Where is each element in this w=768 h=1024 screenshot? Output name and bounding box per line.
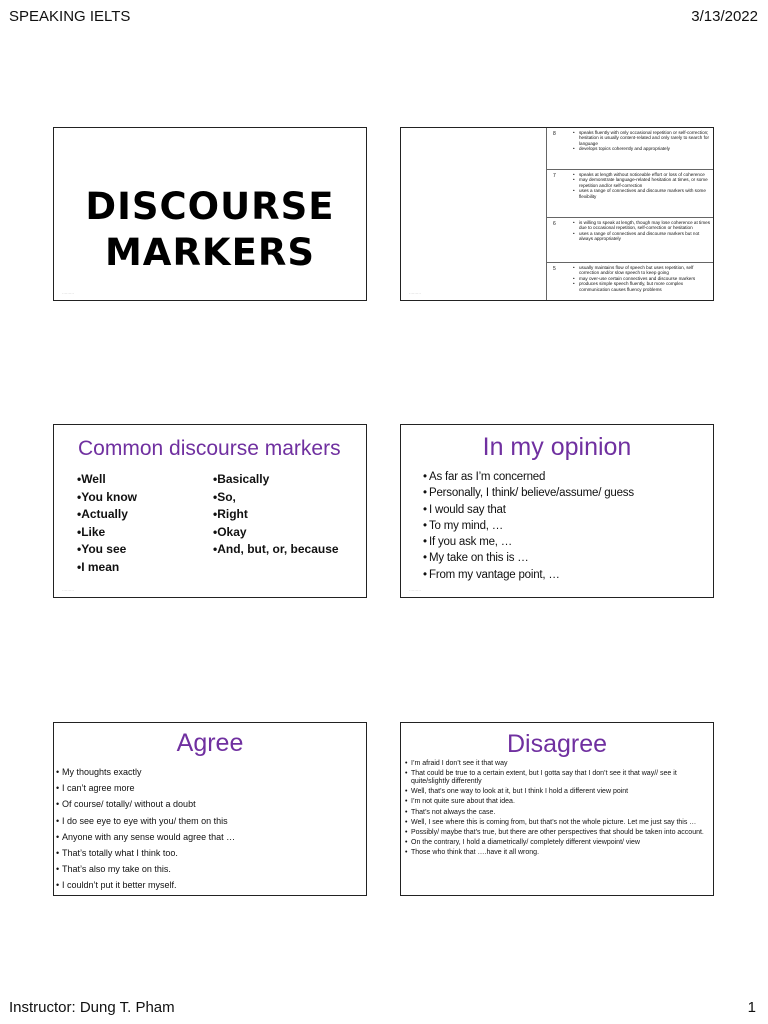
band-criteria-list <box>573 130 710 152</box>
list-item: • On the contrary, I hold a diametrically/ completely different viewpoint/ view <box>405 839 709 847</box>
agree-phrase-list <box>56 764 235 894</box>
band-number: 6 <box>553 221 556 227</box>
band-row <box>547 170 713 218</box>
date-label: 3/13/2022 <box>691 8 758 25</box>
band-criterion: • develops topics coherently and appropriately <box>573 146 710 151</box>
band-row <box>547 128 713 170</box>
slide-watermark: ········· <box>409 291 421 296</box>
title-line-2: MARKERS <box>104 231 316 274</box>
course-title: SPEAKING IELTS <box>9 8 131 25</box>
marker-item: •Well <box>77 472 106 486</box>
band-row <box>547 218 713 263</box>
list-item: • Those who think that ….have it all wrong. <box>405 849 709 857</box>
list-item: • Well, that’s one way to look at it, but I think I hold a different view point <box>405 788 709 796</box>
title-line-1: DISCOURSE <box>85 185 335 228</box>
band-criterion: • speaks at length without noticeable effort or loss of coherence <box>573 172 710 177</box>
list-item: • From my vantage point, … <box>423 567 634 583</box>
list-item: • I do see eye to eye with you/ them on this <box>56 813 235 829</box>
band-criteria-list <box>573 220 710 242</box>
band-criterion: • is willing to speak at length, though may lose coherence at times due to occasional repetition, self-correction or hesitation <box>573 220 710 231</box>
slide-disagree <box>400 722 714 896</box>
band-criterion: • speaks fluently with only occasional repetition or self-correction; hesitation is usually content-related and only rarely to search for language <box>573 130 710 146</box>
band-criteria-list <box>573 265 710 292</box>
slide-discourse-markers-title <box>53 127 367 301</box>
list-item: • If you ask me, … <box>423 534 634 550</box>
marker-item: •Basically <box>213 472 270 486</box>
list-item: • I’m not quite sure about that idea. <box>405 798 709 806</box>
opinion-phrase-list <box>423 469 634 583</box>
marker-item: •Okay <box>213 524 247 539</box>
slide-watermark: ········· <box>62 588 74 593</box>
markers-column-left <box>77 471 137 576</box>
list-item: • As far as I’m concerned <box>423 469 634 485</box>
slide-title: Disagree <box>506 730 608 758</box>
band-criterion: • uses a range of connectives and discourse markers with some flexibility <box>573 188 710 199</box>
list-item: • I’m afraid I don’t see it that way <box>405 760 709 768</box>
list-item: • Anyone with any sense would agree that … <box>56 829 235 845</box>
list-item: • I can’t agree more <box>56 780 235 796</box>
slide-agree <box>53 722 367 896</box>
band-criterion: • produces simple speech fluently, but more complex communication causes fluency problems <box>573 281 710 292</box>
band-criterion: • uses a range of connectives and discourse markers but not always appropriately <box>573 231 710 242</box>
slide-watermark: ········· <box>409 588 421 593</box>
marker-item: •Right <box>213 507 248 521</box>
band-row <box>547 263 713 301</box>
markers-column-right <box>213 471 339 559</box>
slide-title: In my opinion <box>482 433 632 461</box>
list-item: • Possibly/ maybe that’s true, but there are other perspectives that should be taken into account. <box>405 829 709 837</box>
marker-item: •So, <box>213 489 236 504</box>
band-number: 7 <box>553 173 556 179</box>
band-number: 8 <box>553 131 556 137</box>
band-number: 5 <box>553 266 556 272</box>
slide-watermark: ········· <box>62 291 74 296</box>
list-item: • My thoughts exactly <box>56 764 235 780</box>
slide-title: Common discourse markers <box>78 437 341 460</box>
marker-item: •And, but, or, because <box>213 542 339 556</box>
band-descriptor-table <box>546 128 713 300</box>
marker-item: •You know <box>77 489 137 504</box>
band-criterion: • may over-use certain connectives and discourse markers <box>573 276 710 281</box>
list-item: • That’s not always the case. <box>405 809 709 817</box>
list-item: • My take on this is … <box>423 550 634 566</box>
slide-in-my-opinion <box>400 424 714 598</box>
slide-common-discourse-markers <box>53 424 367 598</box>
list-item: • That’s also my take on this. <box>56 861 235 877</box>
band-criteria-list <box>573 172 710 199</box>
band-criterion: • may demonstrate language-related hesitation at times, or some repetition and/or self-correction <box>573 177 710 188</box>
marker-item: •You see <box>77 542 127 556</box>
list-item: • I would say that <box>423 502 634 518</box>
list-item: • To my mind, … <box>423 518 634 534</box>
page-number: 1 <box>747 999 756 1016</box>
list-item: • That’s totally what I think too. <box>56 845 235 861</box>
marker-item: •Like <box>77 524 106 539</box>
slide-band-descriptors <box>400 127 714 301</box>
list-item: • Of course/ totally/ without a doubt <box>56 796 235 812</box>
list-item: • Personally, I think/ believe/assume/ guess <box>423 485 634 501</box>
band-criterion: • usually maintains flow of speech but uses repetition, self correction and/or slow speech to keep going <box>573 265 710 276</box>
list-item: • I couldn’t put it better myself. <box>56 877 235 893</box>
marker-item: •I mean <box>77 559 120 574</box>
list-item: • That could be true to a certain extent, but I gotta say that I don’t see it that way// see it quite/slightly differently <box>405 770 709 786</box>
instructor-name: Instructor: Dung T. Pham <box>9 999 175 1016</box>
list-item: • Well, I see where this is coming from, but that’s not the whole picture. Let me just say this … <box>405 819 709 827</box>
disagree-phrase-list <box>405 760 709 859</box>
marker-item: •Actually <box>77 507 128 521</box>
slide-title <box>54 184 366 276</box>
slide-title: Agree <box>176 729 244 757</box>
